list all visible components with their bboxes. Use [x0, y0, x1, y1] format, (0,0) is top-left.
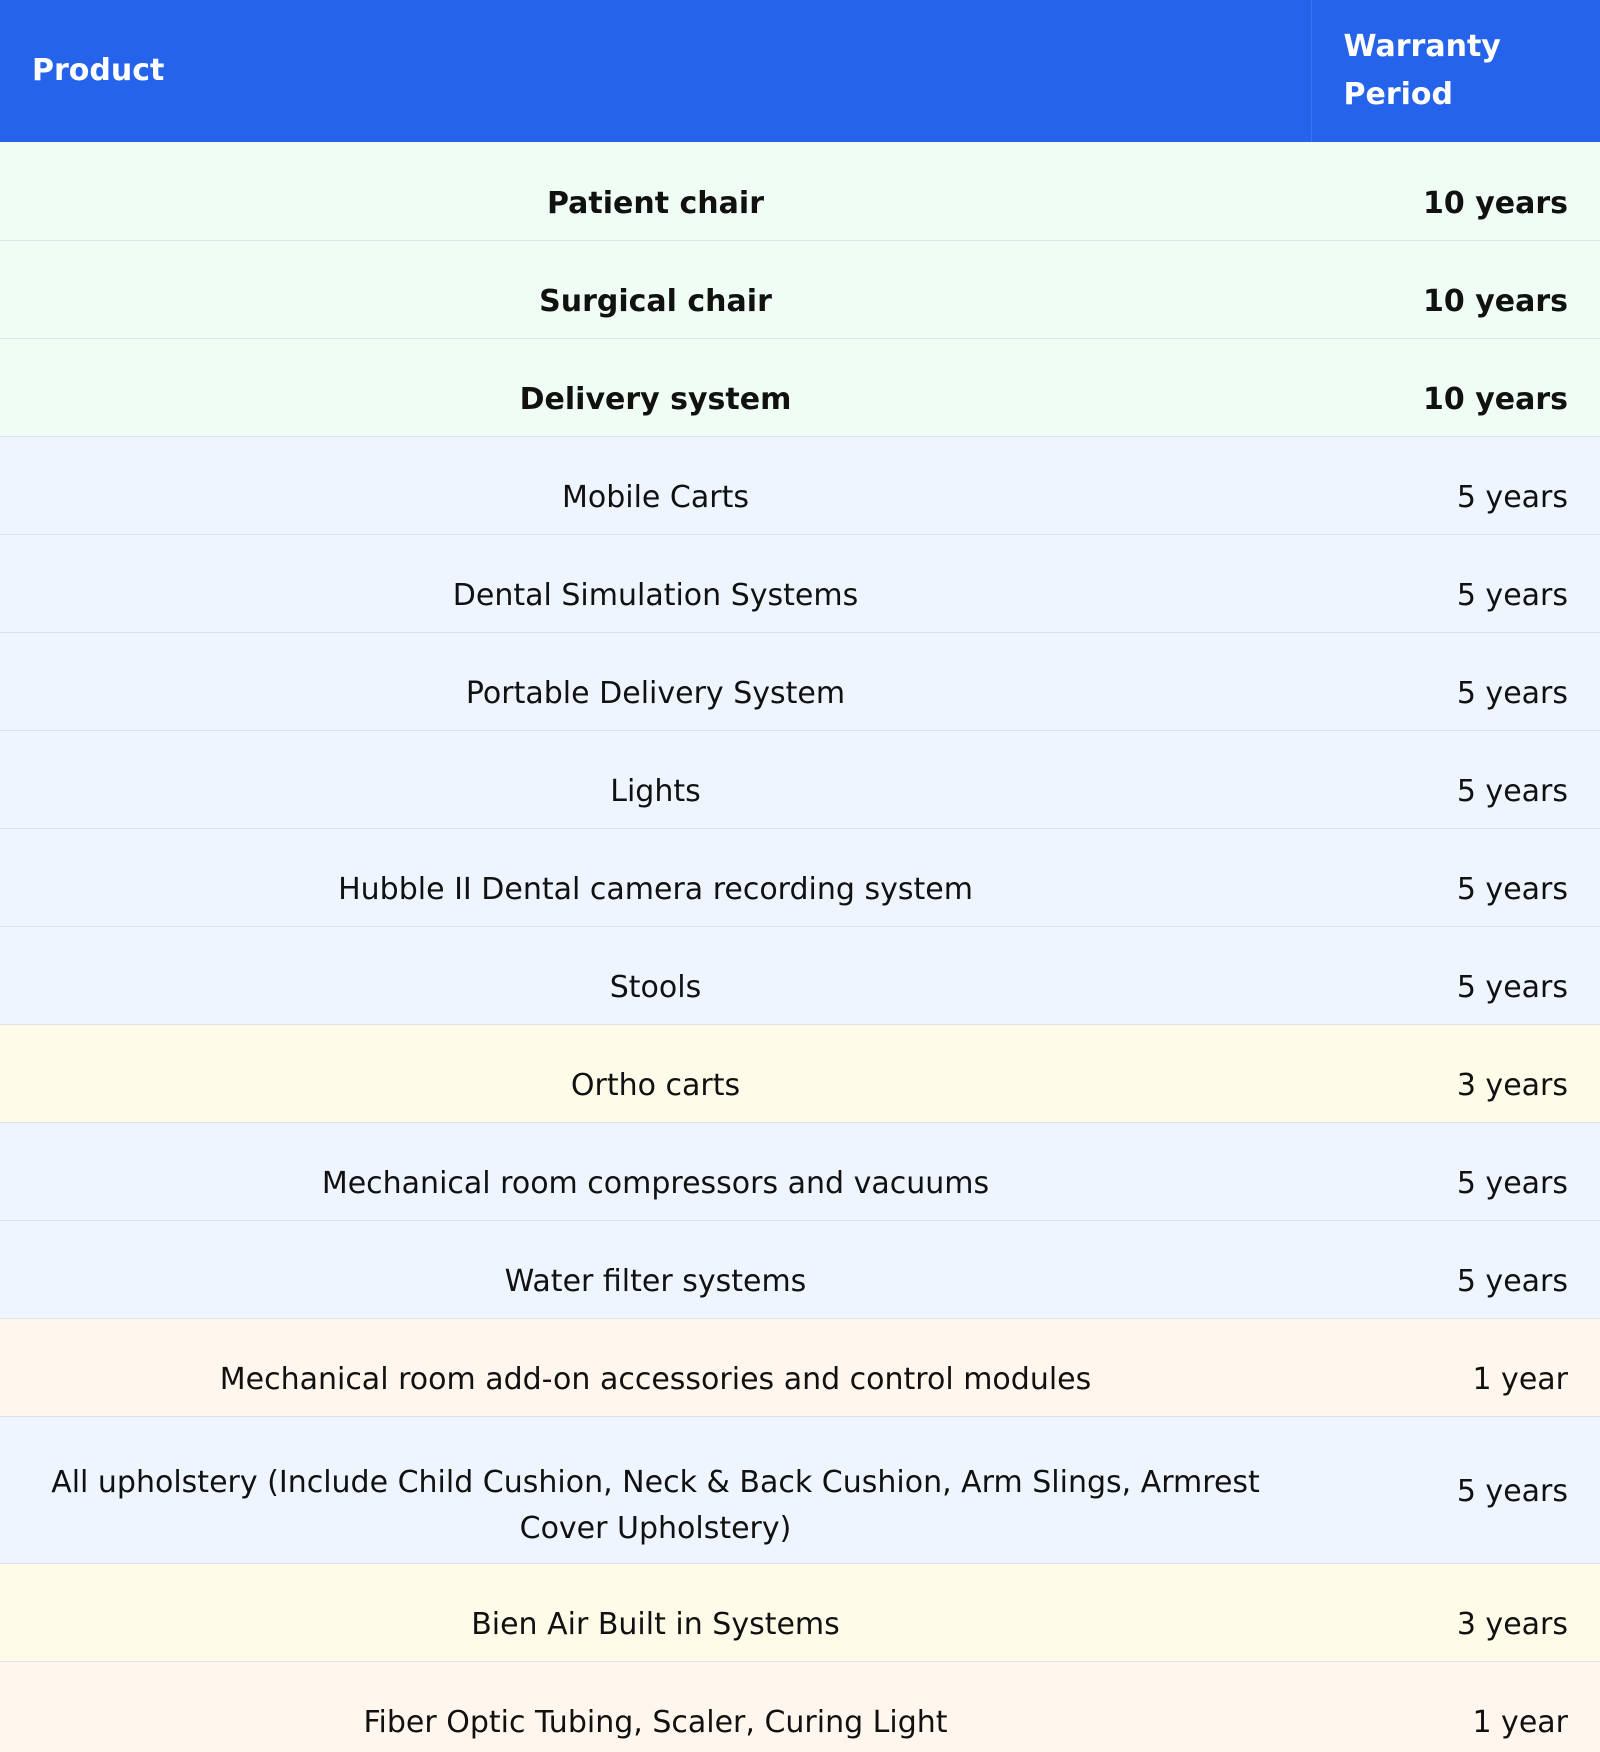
table-header — [0, 0, 1600, 142]
warranty-period-cell: 5 years — [1311, 730, 1600, 828]
product-cell: Surgical chair — [0, 240, 1311, 338]
product-cell: Dental Simulation Systems — [0, 534, 1311, 632]
column-header-product: Product — [0, 0, 1311, 142]
table-row — [0, 632, 1600, 730]
product-cell: Mobile Carts — [0, 436, 1311, 534]
warranty-period-cell: 5 years — [1311, 436, 1600, 534]
warranty-period-cell: 3 years — [1311, 1563, 1600, 1661]
table-body — [0, 142, 1600, 1752]
warranty-period-cell: 5 years — [1311, 1122, 1600, 1220]
warranty-period-cell: 5 years — [1311, 1416, 1600, 1563]
product-cell: Ortho carts — [0, 1024, 1311, 1122]
warranty-period-cell: 10 years — [1311, 338, 1600, 436]
column-header-warranty-period: Warranty Period — [1311, 0, 1600, 142]
product-cell: Delivery system — [0, 338, 1311, 436]
warranty-period-cell: 5 years — [1311, 1220, 1600, 1318]
table-row — [0, 1318, 1600, 1416]
table-row — [0, 1661, 1600, 1752]
warranty-period-cell: 5 years — [1311, 926, 1600, 1024]
table-row — [0, 1416, 1600, 1563]
table-row — [0, 1563, 1600, 1661]
product-cell: Stools — [0, 926, 1311, 1024]
table-row — [0, 730, 1600, 828]
warranty-period-cell: 1 year — [1311, 1318, 1600, 1416]
warranty-period-cell: 5 years — [1311, 534, 1600, 632]
header-row — [0, 0, 1600, 142]
table-row — [0, 828, 1600, 926]
product-cell: Lights — [0, 730, 1311, 828]
product-cell: Water filter systems — [0, 1220, 1311, 1318]
warranty-period-cell: 10 years — [1311, 142, 1600, 240]
table-row — [0, 926, 1600, 1024]
table-row — [0, 240, 1600, 338]
product-cell: Bien Air Built in Systems — [0, 1563, 1311, 1661]
product-cell: Fiber Optic Tubing, Scaler, Curing Light — [0, 1661, 1311, 1752]
table-row — [0, 1024, 1600, 1122]
product-cell: Patient chair — [0, 142, 1311, 240]
product-cell: Portable Delivery System — [0, 632, 1311, 730]
product-cell: Mechanical room compressors and vacuums — [0, 1122, 1311, 1220]
warranty-period-cell: 1 year — [1311, 1661, 1600, 1752]
warranty-period-cell: 5 years — [1311, 828, 1600, 926]
table-row — [0, 1122, 1600, 1220]
table-row — [0, 142, 1600, 240]
warranty-period-cell: 5 years — [1311, 632, 1600, 730]
warranty-period-cell: 3 years — [1311, 1024, 1600, 1122]
table-row — [0, 534, 1600, 632]
table-row — [0, 436, 1600, 534]
product-cell: Hubble II Dental camera recording system — [0, 828, 1311, 926]
table-row — [0, 1220, 1600, 1318]
product-cell: Mechanical room add-on accessories and control modules — [0, 1318, 1311, 1416]
warranty-period-cell: 10 years — [1311, 240, 1600, 338]
table-row — [0, 338, 1600, 436]
product-cell: All upholstery (Include Child Cushion, Neck & Back Cushion, Arm Slings, Armrest Cover Upholstery) — [0, 1416, 1311, 1563]
